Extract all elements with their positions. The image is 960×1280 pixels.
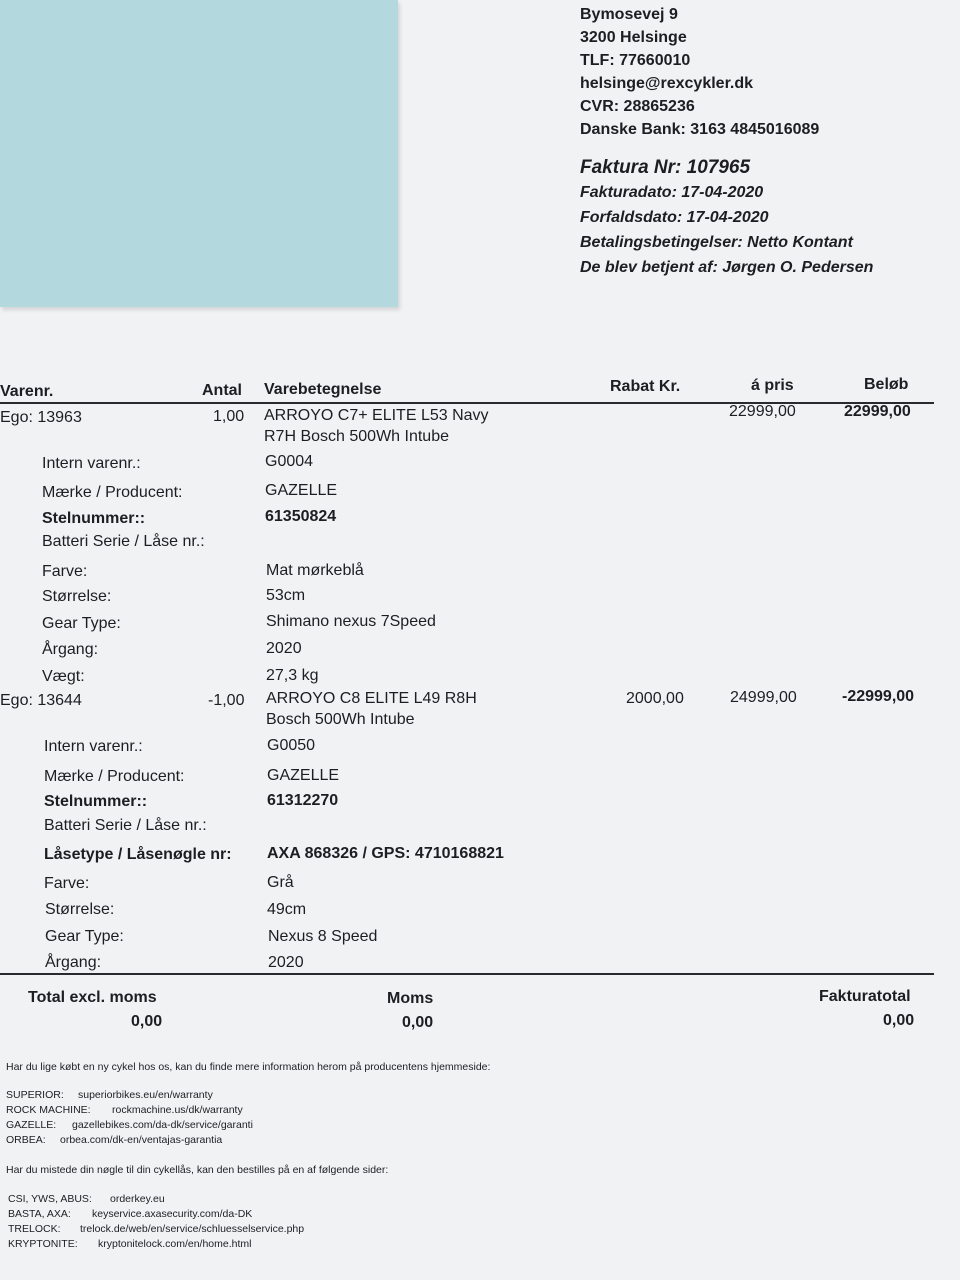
col-description: Varebetegnelse [264, 381, 382, 398]
invoice-total-label: Fakturatotal [819, 988, 911, 1005]
item1-amount: 22999,00 [844, 403, 911, 420]
key-url: kryptonitelock.com/en/home.html [98, 1238, 252, 1250]
item2-detail-label: Intern varenr.: [44, 738, 143, 755]
item1-detail-value: 53cm [266, 587, 306, 604]
item1-detail-label: Vægt: [42, 668, 85, 685]
invoice-served-by: De blev betjent af: Jørgen O. Pedersen [580, 259, 874, 276]
item2-amount: -22999,00 [842, 688, 915, 705]
vat-label: Moms [387, 990, 434, 1007]
totals-rule [0, 973, 934, 975]
key-brand: KRYPTONITE: [8, 1238, 78, 1250]
item2-detail-value: Grå [267, 874, 294, 891]
invoice-info [580, 155, 873, 280]
item1-detail-label: Batteri Serie / Låse nr.: [42, 533, 205, 550]
col-unit-price: á pris [751, 377, 794, 394]
vat-value: 0,00 [402, 1014, 434, 1031]
invoice-payment-terms: Betalingsbetingelser: Netto Kontant [580, 234, 853, 251]
item1-qty: 1,00 [213, 408, 245, 425]
invoice-number: Faktura Nr: 107965 [580, 157, 751, 178]
key-url: keyservice.axasecurity.com/da-DK [92, 1208, 253, 1220]
item2-detail-label: Farve: [44, 875, 90, 892]
item2-desc-line1: ARROYO C8 ELITE L49 R8H [266, 690, 477, 707]
key-url: trelock.de/web/en/service/schluesselservice.php [80, 1223, 305, 1235]
item1-detail-value: 27,3 kg [266, 667, 319, 684]
company-address-city: 3200 Helsinge [580, 29, 687, 46]
item1-detail-value: Shimano nexus 7Speed [266, 613, 436, 630]
invoice-date: Fakturadato: 17-04-2020 [580, 184, 764, 201]
warranty-brand: GAZELLE: [6, 1119, 57, 1131]
sticky-note [0, 0, 398, 307]
item2-detail-label: Låsetype / Låsenøgle nr: [44, 846, 232, 863]
item2-discount: 2000,00 [626, 690, 684, 707]
item1-detail-value: GAZELLE [265, 482, 338, 499]
footer-keys-intro: Har du mistede din nøgle til din cykellås, kan den bestilles på en af følgende sider: [6, 1164, 389, 1176]
key-brand: TRELOCK: [8, 1223, 61, 1235]
company-email: helsinge@rexcykler.dk [580, 75, 754, 92]
item2-detail-label: Stelnummer:: [44, 793, 148, 810]
item2-detail-label: Størrelse: [45, 901, 115, 918]
key-brand: CSI, YWS, ABUS: [8, 1193, 92, 1205]
item1-detail-label: Årgang: [42, 641, 99, 658]
item1-detail-label: Gear Type: [42, 615, 121, 632]
total-excl-value: 0,00 [131, 1013, 163, 1030]
item1-desc-line1: ARROYO C7+ ELITE L53 Navy [264, 407, 489, 424]
item2-detail-value: AXA 868326 / GPS: 4710168821 [267, 845, 504, 862]
item1-desc-line2: R7H Bosch 500Wh Intube [264, 428, 449, 445]
item2-detail-label: Batteri Serie / Låse nr.: [44, 817, 207, 834]
item2-detail-label: Gear Type: [45, 928, 124, 945]
item1-unit-price: 22999,00 [729, 403, 796, 420]
key-brand: BASTA, AXA: [8, 1208, 71, 1220]
item2-item-no: Ego: 13644 [0, 692, 82, 709]
company-cvr: CVR: 28865236 [580, 98, 695, 115]
item1-detail-label: Mærke / Producent: [42, 484, 183, 501]
warranty-url: rockmachine.us/dk/warranty [112, 1104, 243, 1116]
col-item-no: Varenr. [0, 383, 54, 400]
warranty-url: orbea.com/dk-en/ventajas-garantia [60, 1134, 223, 1146]
invoice-due-date: Forfaldsdato: 17-04-2020 [580, 209, 769, 226]
warranty-brand: ORBEA: [6, 1134, 46, 1146]
company-address-street: Bymosevej 9 [580, 6, 678, 23]
item1-detail-label: Intern varenr.: [42, 455, 141, 472]
item2-detail-value: G0050 [267, 737, 316, 754]
item2-detail-value: 2020 [268, 954, 304, 971]
item2-unit-price: 24999,00 [730, 689, 797, 706]
item2-qty: -1,00 [208, 692, 245, 709]
item2-detail-value: 61312270 [267, 792, 339, 809]
item2-detail-value: 49cm [267, 901, 307, 918]
key-url: orderkey.eu [110, 1193, 165, 1205]
company-bank: Danske Bank: 3163 4845016089 [580, 121, 820, 138]
warranty-url: superiorbikes.eu/en/warranty [78, 1089, 213, 1101]
company-phone: TLF: 77660010 [580, 52, 691, 69]
item1-detail-label: Stelnummer:: [42, 510, 146, 527]
warranty-url: gazellebikes.com/da-dk/service/garanti [72, 1119, 253, 1131]
item1-item-no: Ego: 13963 [0, 409, 82, 426]
warranty-brand: ROCK MACHINE: [6, 1104, 91, 1116]
item1-detail-value: G0004 [265, 453, 314, 470]
item1-detail-label: Størrelse: [42, 588, 112, 605]
item1-detail-label: Farve: [42, 563, 88, 580]
item2-detail-value: GAZELLE [267, 767, 340, 784]
total-excl-label: Total excl. moms [28, 989, 157, 1006]
item1-detail-value: 2020 [266, 640, 302, 657]
footer-warranty-intro: Har du lige købt en ny cykel hos os, kan du finde mere information herom på producentens hjemmeside: [6, 1061, 491, 1073]
company-info [580, 3, 819, 141]
item1-detail-value: 61350824 [265, 508, 337, 525]
col-discount: Rabat Kr. [610, 378, 681, 395]
col-amount: Beløb [864, 376, 909, 393]
warranty-brand: SUPERIOR: [6, 1089, 64, 1101]
item2-detail-value: Nexus 8 Speed [268, 928, 378, 945]
item2-desc-line2: Bosch 500Wh Intube [266, 711, 415, 728]
item2-detail-label: Årgang: [45, 954, 102, 971]
item2-detail-label: Mærke / Producent: [44, 768, 185, 785]
item1-detail-value: Mat mørkeblå [266, 562, 364, 579]
invoice-total-value: 0,00 [883, 1012, 915, 1029]
col-qty: Antal [202, 382, 242, 399]
